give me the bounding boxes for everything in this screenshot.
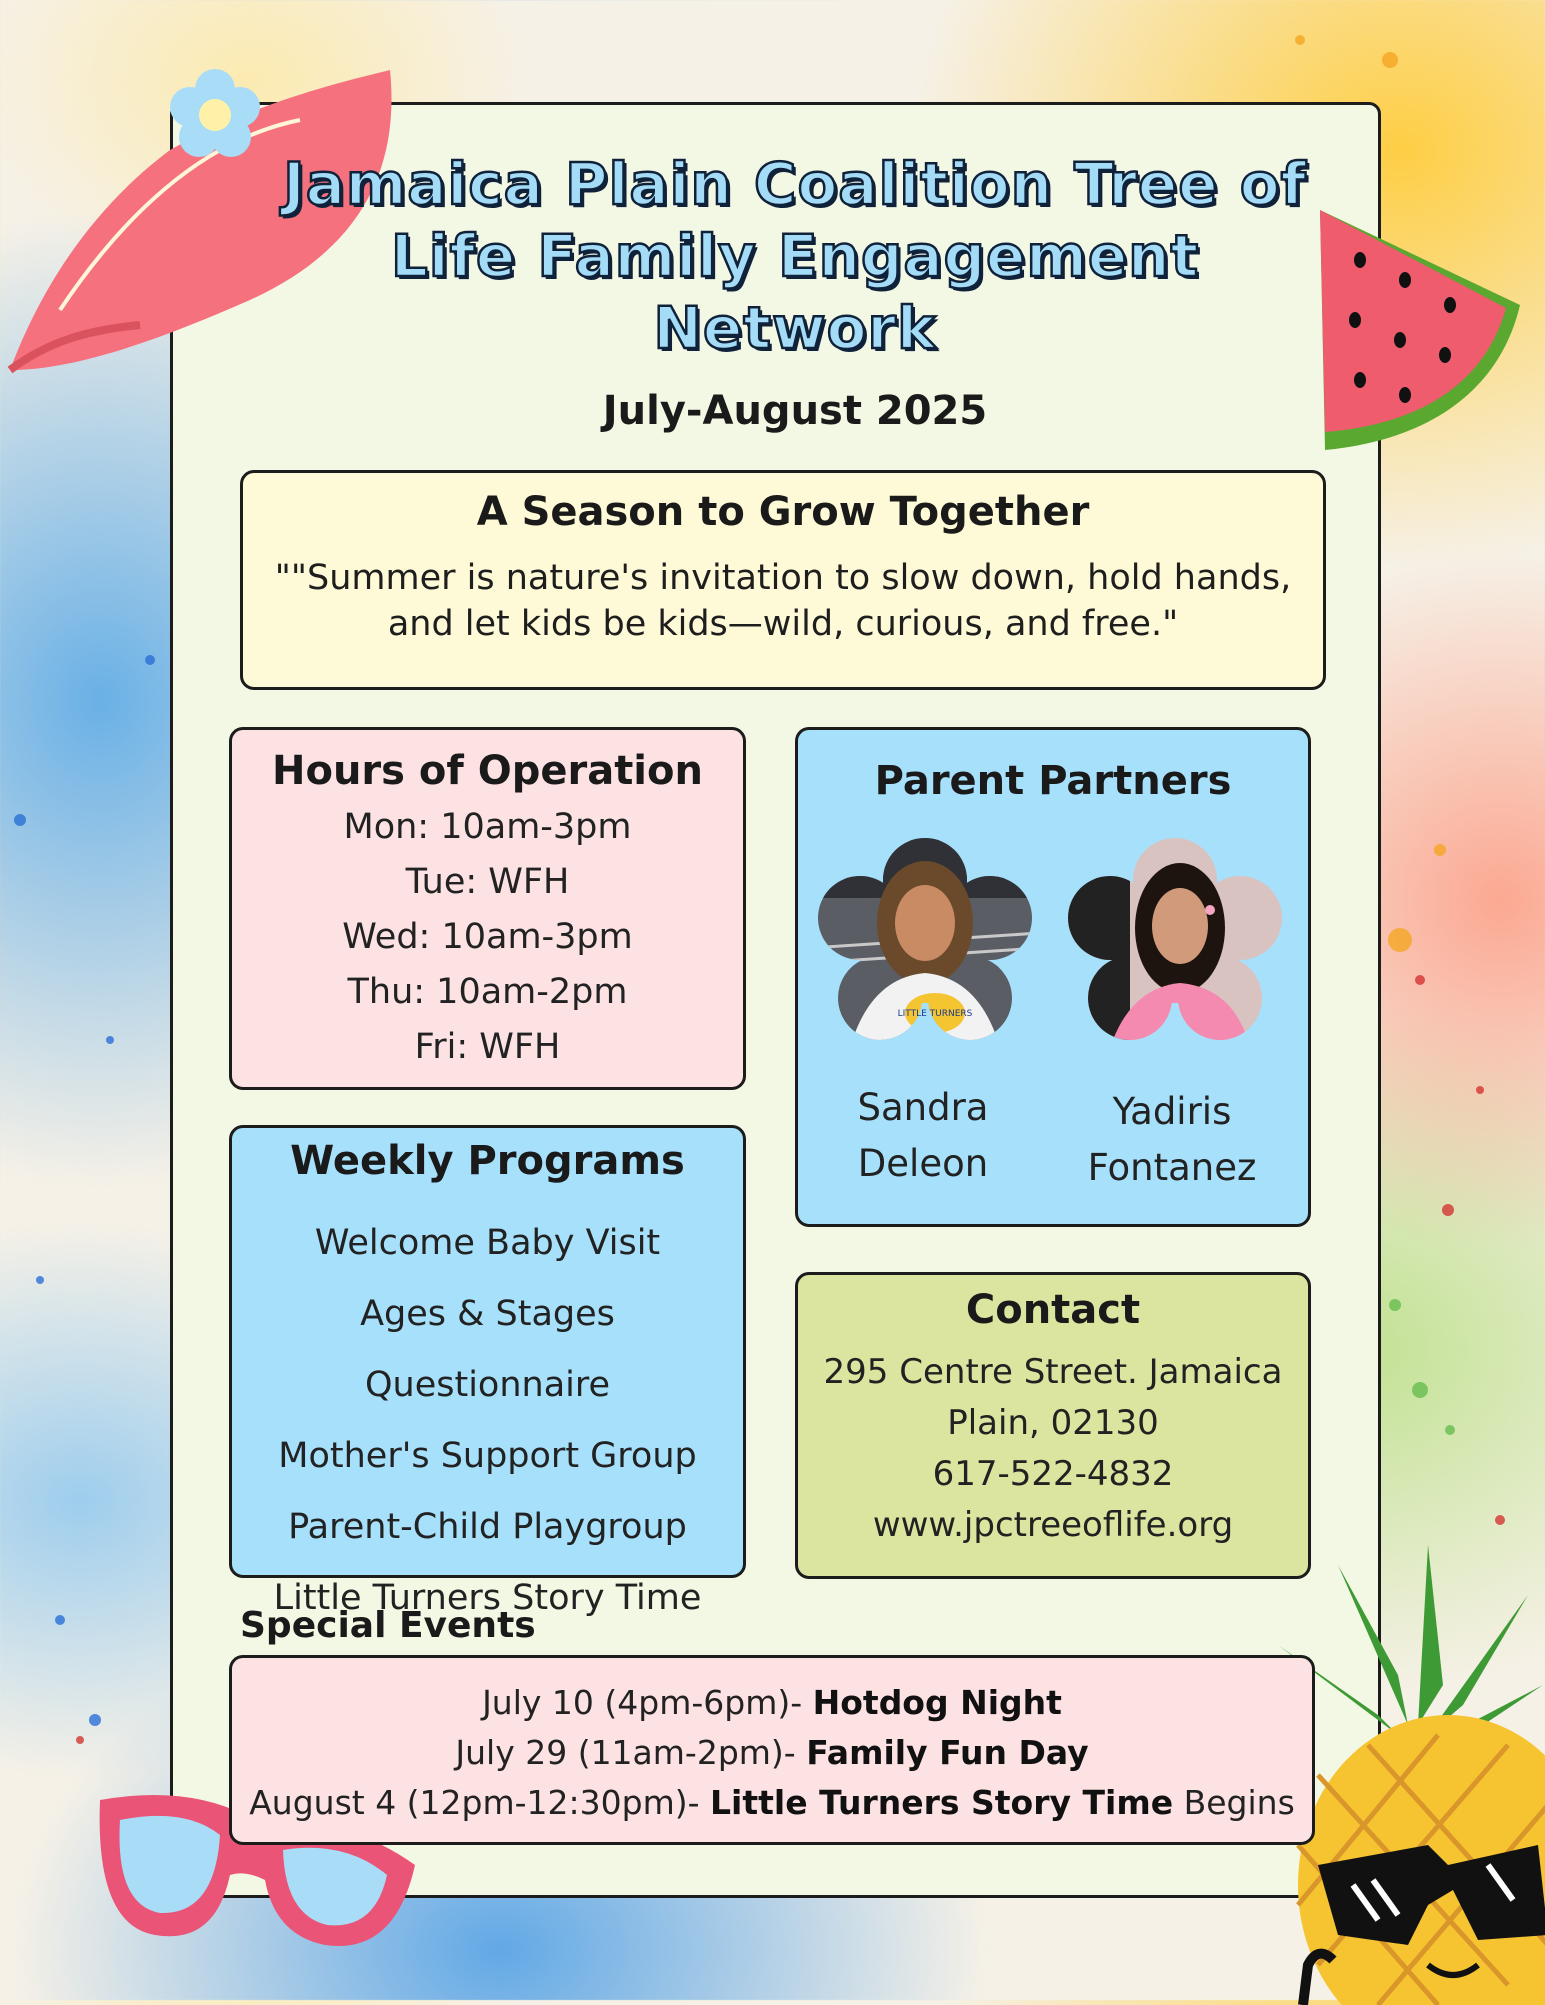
weekly-programs-box: [229, 1125, 746, 1618]
weekly-heading: Weekly Programs: [290, 1138, 685, 1184]
event-name: Little Turners Story Time: [710, 1783, 1174, 1822]
contact-address-line1: 295 Centre Street. Jamaica: [823, 1352, 1283, 1392]
partner-first-name: Sandra: [857, 1086, 989, 1129]
hours-box: [229, 727, 746, 1090]
partner-last-name: Fontanez: [1087, 1146, 1257, 1189]
partner-name-yadiris: [1062, 1084, 1282, 1196]
event-name: Hotdog Night: [812, 1683, 1062, 1722]
contact-heading: Contact: [965, 1287, 1141, 1333]
hours-heading: Hours of Operation: [272, 748, 703, 794]
event-suffix: Begins: [1173, 1783, 1295, 1822]
event-name: Family Fun Day: [806, 1733, 1089, 1772]
hours-item: Tue: WFH: [405, 862, 570, 902]
program-item: Little Turners Story Time: [273, 1578, 702, 1618]
date-range: July-August 2025: [602, 388, 988, 434]
program-item: Parent-Child Playgroup: [288, 1507, 687, 1547]
weekly-list: [232, 1208, 743, 1634]
special-events-list: [232, 1678, 1312, 1828]
event-item: [232, 1778, 1312, 1828]
program-item: Welcome Baby Visit: [314, 1223, 661, 1263]
hours-list: [232, 800, 743, 1075]
contact-phone[interactable]: 617-522-4832: [932, 1454, 1174, 1494]
event-item: [232, 1678, 1312, 1728]
pineapple-icon: [1278, 1545, 1545, 2005]
special-events-heading: Special Events: [240, 1605, 536, 1646]
hours-item: Thu: 10am-2pm: [347, 972, 628, 1012]
page-title: Jamaica Plain Coalition Tree of Life Family Engagement Network: [283, 150, 1307, 362]
partners-heading: Parent Partners: [874, 758, 1232, 804]
partner-first-name: Yadiris: [1112, 1090, 1232, 1133]
contact-box: [795, 1272, 1311, 1579]
hours-item: Wed: 10am-3pm: [342, 917, 633, 957]
season-quote: ""Summer is nature's invitation to slow down, hold hands, and let kids be kids—wild, curious, and free.": [274, 558, 1292, 644]
program-item: Ages & Stages Questionnaire: [360, 1294, 615, 1405]
season-box: [240, 470, 1326, 690]
contact-address-line2: Plain, 02130: [947, 1403, 1159, 1443]
partner-last-name: Deleon: [857, 1142, 989, 1185]
event-when: July 29 (11am-2pm)-: [455, 1733, 807, 1772]
event-item: [232, 1728, 1312, 1778]
program-item: Mother's Support Group: [278, 1436, 697, 1476]
hours-item: Mon: 10am-3pm: [343, 807, 632, 847]
partner-photo-sandra: [810, 838, 1040, 1048]
contact-website[interactable]: www.jpctreeoflife.org: [872, 1505, 1234, 1545]
partner-photo-yadiris: [1060, 838, 1290, 1048]
event-when: July 10 (4pm-6pm)-: [482, 1683, 813, 1722]
shirt-text: LITTLE TURNERS: [897, 1009, 973, 1019]
season-heading: A Season to Grow Together: [476, 489, 1090, 535]
event-when: August 4 (12pm-12:30pm)-: [249, 1783, 711, 1822]
partner-name-sandra: [813, 1080, 1033, 1192]
special-events-box: [229, 1655, 1315, 1845]
hours-item: Fri: WFH: [414, 1027, 561, 1067]
